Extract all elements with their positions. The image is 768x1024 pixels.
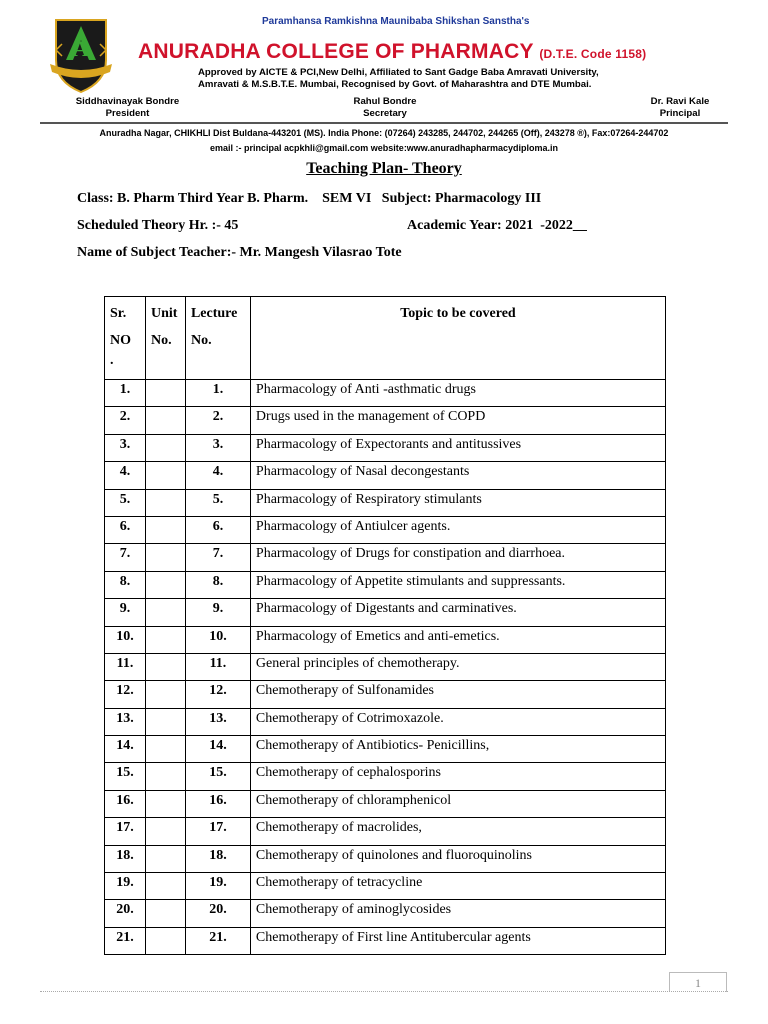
row-topic: Pharmacology of Anti -asthmatic drugs xyxy=(250,380,665,407)
table-row xyxy=(105,544,666,571)
row-sr-no: 14. xyxy=(105,736,146,763)
row-topic: Chemotherapy of chloramphenicol xyxy=(250,790,665,817)
table-row xyxy=(105,434,666,461)
president-role: President xyxy=(105,108,150,119)
row-topic: Pharmacology of Drugs for constipation and diarrhoea. xyxy=(250,544,665,571)
approval-line-2: Amravati & M.S.B.T.E. Mumbai, Recognised by Govt. of Maharashtra and DTE Mumbai. xyxy=(198,79,592,90)
row-unit-no xyxy=(145,571,185,598)
header-lecture-line-2: No. xyxy=(190,333,212,348)
row-topic: Chemotherapy of cephalosporins xyxy=(250,763,665,790)
row-lecture-no: 8. xyxy=(185,571,250,598)
row-sr-no: 13. xyxy=(105,708,146,735)
table-header-row xyxy=(105,297,666,380)
row-unit-no xyxy=(145,544,185,571)
row-lecture-no: 18. xyxy=(185,845,250,872)
document-title-text: Teaching Plan- Theory xyxy=(306,160,462,177)
page-number: 1 xyxy=(669,972,727,992)
approval-line-1: Approved by AICTE & PCI,New Delhi, Affiliated to Sant Gadge Baba Amravati University, xyxy=(198,67,599,78)
row-unit-no xyxy=(145,818,185,845)
row-sr-no: 18. xyxy=(105,845,146,872)
row-topic: Chemotherapy of Antibiotics- Penicillins, xyxy=(250,736,665,763)
row-sr-no: 17. xyxy=(105,818,146,845)
row-unit-no xyxy=(145,380,185,407)
row-unit-no xyxy=(145,763,185,790)
row-topic: Pharmacology of Respiratory stimulants xyxy=(250,489,665,516)
dte-code: (D.T.E. Code 1158) xyxy=(539,47,647,61)
row-lecture-no: 20. xyxy=(185,900,250,927)
row-topic: Chemotherapy of tetracycline xyxy=(250,873,665,900)
row-unit-no xyxy=(145,653,185,680)
row-lecture-no: 17. xyxy=(185,818,250,845)
scheduled-hours: Scheduled Theory Hr. :- 45 xyxy=(77,218,239,233)
row-lecture-no: 11. xyxy=(185,653,250,680)
class-line: Class: B. Pharm Third Year B. Pharm. SEM VI Subject: Pharmacology III xyxy=(77,191,542,206)
secretary xyxy=(330,96,440,120)
header-lecture-no xyxy=(185,297,250,380)
header-unit-no xyxy=(145,297,185,380)
table-body xyxy=(105,380,666,955)
row-unit-no xyxy=(145,790,185,817)
row-topic: Pharmacology of Emetics and anti-emetics. xyxy=(250,626,665,653)
row-sr-no: 7. xyxy=(105,544,146,571)
row-lecture-no: 12. xyxy=(185,681,250,708)
row-topic: Chemotherapy of Sulfonamides xyxy=(250,681,665,708)
letterhead xyxy=(0,0,768,158)
table-row xyxy=(105,736,666,763)
document-title xyxy=(0,160,768,178)
row-sr-no: 20. xyxy=(105,900,146,927)
table-row xyxy=(105,571,666,598)
row-sr-no: 1. xyxy=(105,380,146,407)
academic-year: Academic Year: 2021 -2022__ xyxy=(407,218,587,233)
row-sr-no: 12. xyxy=(105,681,146,708)
row-sr-no: 16. xyxy=(105,790,146,817)
row-unit-no xyxy=(145,708,185,735)
table-row xyxy=(105,900,666,927)
row-sr-no: 10. xyxy=(105,626,146,653)
row-unit-no xyxy=(145,900,185,927)
president-name: Siddhavinayak Bondre xyxy=(75,96,180,107)
row-lecture-no: 2. xyxy=(185,407,250,434)
row-lecture-no: 19. xyxy=(185,873,250,900)
secretary-name: Rahul Bondre xyxy=(353,96,417,107)
row-sr-no: 9. xyxy=(105,599,146,626)
table-row xyxy=(105,599,666,626)
header-topic: Topic to be covered xyxy=(250,297,665,380)
row-lecture-no: 7. xyxy=(185,544,250,571)
principal-role: Principal xyxy=(659,108,701,119)
row-lecture-no: 4. xyxy=(185,462,250,489)
row-sr-no: 21. xyxy=(105,927,146,954)
principal xyxy=(625,96,735,120)
approval-text xyxy=(198,67,599,91)
header-sr-no xyxy=(105,297,146,380)
row-lecture-no: 21. xyxy=(185,927,250,954)
president xyxy=(60,96,195,120)
row-lecture-no: 1. xyxy=(185,380,250,407)
header-sr-line-1: Sr. xyxy=(110,306,127,321)
table-row xyxy=(105,763,666,790)
row-sr-no: 4. xyxy=(105,462,146,489)
table-row xyxy=(105,626,666,653)
row-topic: Pharmacology of Appetite stimulants and suppressants. xyxy=(250,571,665,598)
table-row xyxy=(105,380,666,407)
header-sr-line-3: . xyxy=(110,353,114,368)
header-unit-line-2: No. xyxy=(150,333,172,348)
row-topic: Chemotherapy of aminoglycosides xyxy=(250,900,665,927)
teaching-plan-table xyxy=(104,296,666,955)
table-row xyxy=(105,653,666,680)
table-row xyxy=(105,818,666,845)
letterhead-divider xyxy=(40,122,728,124)
row-lecture-no: 9. xyxy=(185,599,250,626)
row-unit-no xyxy=(145,407,185,434)
table-row xyxy=(105,681,666,708)
row-lecture-no: 3. xyxy=(185,434,250,461)
row-topic: Pharmacology of Digestants and carminatives. xyxy=(250,599,665,626)
row-lecture-no: 13. xyxy=(185,708,250,735)
row-unit-no xyxy=(145,489,185,516)
trust-name: Paramhansa Ramkishna Maunibaba Shikshan Sanstha's xyxy=(262,16,530,27)
row-unit-no xyxy=(145,736,185,763)
address-line: Anuradha Nagar, CHIKHLI Dist Buldana-443201 (MS). India Phone: (07264) 243285, 244702, 244265 (Off), 243278 ®), Fax:07264-244702 xyxy=(99,128,669,138)
table-row xyxy=(105,516,666,543)
row-unit-no xyxy=(145,873,185,900)
row-topic: Pharmacology of Nasal decongestants xyxy=(250,462,665,489)
table-row xyxy=(105,407,666,434)
row-lecture-no: 14. xyxy=(185,736,250,763)
row-topic: Chemotherapy of First line Antitubercular agents xyxy=(250,927,665,954)
footer-divider xyxy=(40,991,728,992)
row-topic: Pharmacology of Antiulcer agents. xyxy=(250,516,665,543)
table-row xyxy=(105,462,666,489)
row-topic: Pharmacology of Expectorants and antitussives xyxy=(250,434,665,461)
row-sr-no: 19. xyxy=(105,873,146,900)
principal-name: Dr. Ravi Kale xyxy=(650,96,710,107)
row-unit-no xyxy=(145,681,185,708)
row-lecture-no: 5. xyxy=(185,489,250,516)
row-topic: Chemotherapy of macrolides, xyxy=(250,818,665,845)
subject-teacher: Name of Subject Teacher:- Mr. Mangesh Vilasrao Tote xyxy=(77,245,402,260)
row-topic: Chemotherapy of Cotrimoxazole. xyxy=(250,708,665,735)
table-row xyxy=(105,790,666,817)
row-lecture-no: 10. xyxy=(185,626,250,653)
row-sr-no: 5. xyxy=(105,489,146,516)
row-lecture-no: 16. xyxy=(185,790,250,817)
header-sr-line-2: NO xyxy=(110,333,131,348)
table-row xyxy=(105,845,666,872)
row-sr-no: 15. xyxy=(105,763,146,790)
row-unit-no xyxy=(145,434,185,461)
table-row xyxy=(105,927,666,954)
college-name xyxy=(138,40,646,64)
row-sr-no: 6. xyxy=(105,516,146,543)
table-row xyxy=(105,708,666,735)
row-unit-no xyxy=(145,927,185,954)
row-unit-no xyxy=(145,516,185,543)
row-unit-no xyxy=(145,462,185,489)
row-sr-no: 11. xyxy=(105,653,146,680)
row-sr-no: 3. xyxy=(105,434,146,461)
secretary-role: Secretary xyxy=(363,108,407,119)
row-unit-no xyxy=(145,599,185,626)
logo-letter: A xyxy=(73,36,89,61)
row-sr-no: 2. xyxy=(105,407,146,434)
row-topic: Drugs used in the management of COPD xyxy=(250,407,665,434)
row-lecture-no: 6. xyxy=(185,516,250,543)
contact-line: email :- principal acpkhli@gmail.com website:www.anuradhapharmacydiploma.in xyxy=(209,143,559,153)
row-sr-no: 8. xyxy=(105,571,146,598)
table-row xyxy=(105,873,666,900)
address-block xyxy=(0,126,768,156)
row-lecture-no: 15. xyxy=(185,763,250,790)
row-unit-no xyxy=(145,845,185,872)
college-name-text: ANURADHA COLLEGE OF PHARMACY xyxy=(138,40,534,63)
college-logo-icon xyxy=(50,16,112,94)
table-row xyxy=(105,489,666,516)
row-topic: General principles of chemotherapy. xyxy=(250,653,665,680)
header-lecture-line-1: Lecture xyxy=(190,306,238,321)
row-unit-no xyxy=(145,626,185,653)
header-unit-line-1: Unit xyxy=(150,306,178,321)
row-topic: Chemotherapy of quinolones and fluoroquinolins xyxy=(250,845,665,872)
